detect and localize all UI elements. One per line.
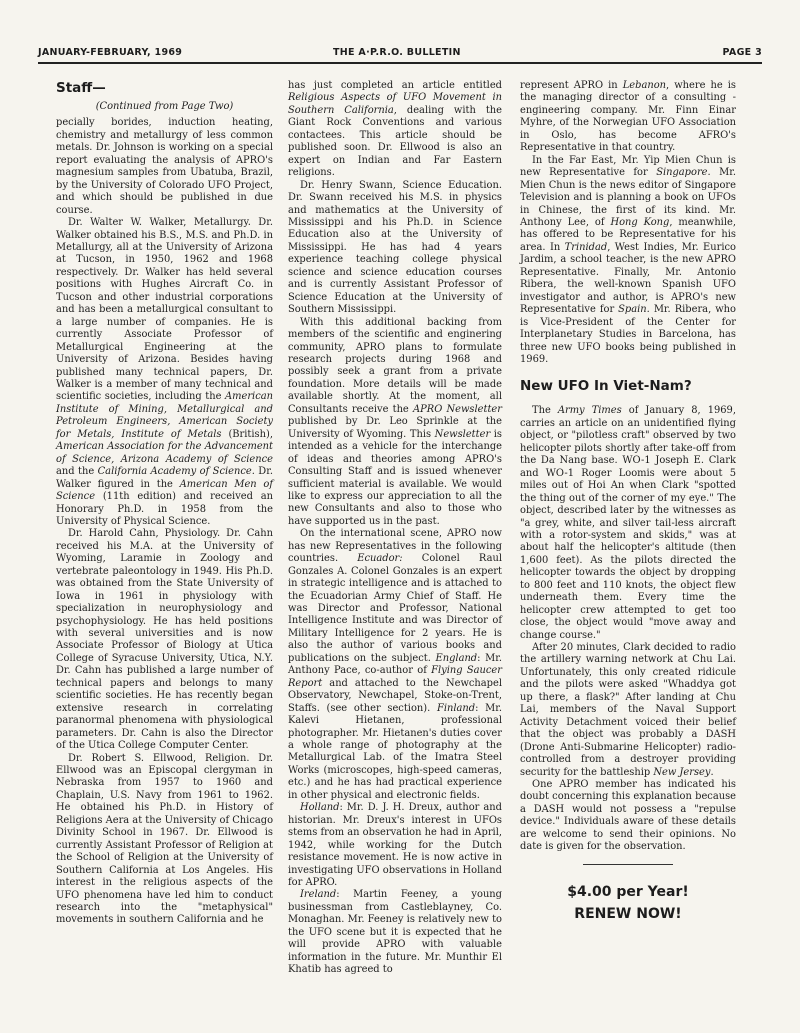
subscription-box bbox=[520, 881, 736, 925]
column-2 bbox=[288, 80, 502, 977]
paragraph: Dr. Harold Cahn, Physiology. Dr. Cahn received his M.A. at the University of Wyoming, Laramie in Zoology and vertebrate paleontology in 1949. His Ph.D. was obtained from the State University of Iowa in 1961 in physiology with specialization in neurophysiology and psychophysiology. He has held positions with several universities and is now Associate Professor of Biology at Utica College of Syracuse University, Utica, N.Y. Dr. Cahn has published a large number of technical papers and belongs to many scientific societies. He has recently began extensive research in correlating paranormal phenomena with physiological parameters. Dr. Cahn is also the Director of the Utica College Computer Center. bbox=[56, 528, 273, 752]
paragraph: Dr. Walter W. Walker, Metallurgy. Dr. Walker obtained his B.S., M.S. and Ph.D. in Metallurgy, all at the University of Arizona at Tucson, in 1950, 1962 and 1968 respectively. Dr. Walker has held several positions with Hughes Aircraft Co. in Tucson and other industrial corporations and has been a metallurgical consultant to a large number of companies. He is currently Associate Professor of Metallurgical Engineering at the University of Arizona. Besides having published many technical papers, Dr. Walker is a member of many technical and scientific societies, including the American Institute of Mining, Metallurgical and Petroleum Engineers, American Society for Metals, Institute of Metals (British), American Association for the Advancement of Science, Arizona Academy of Science and the California Academy of Science. Dr. Walker figured in the American Men of Science (11th edition) and received an Honorary Ph.D. in 1958 from the University of Physical Science. bbox=[56, 217, 273, 527]
paragraph: Dr. Henry Swann, Science Education. Dr. Swann received his M.S. in physics and mathematics at the University of Mississippi and his Ph.D. in Science Education also at the University of Mississippi. He has had 4 years experience teaching college physical science and science education courses and is currently Assistant Professor of Science Education at the University of Southern Mississippi. bbox=[288, 179, 502, 316]
paragraph: In the Far East, Mr. Yip Mien Chun is new Representative for Singapore. Mr. Mien Chun is the news editor of Singapore Television and is planning a book on UFOs in Chinese, the first of its kind. Mr. Anthony Lee, of Hong Kong, meanwhile, has offered to be Representative for his area. In Trinidad, West Indies, Mr. Eurico Jardim, a school teacher, is the new APRO Representative. Finally, Mr. Antonio Ribera, the well-known Spanish UFO investigator and author, is APRO's new Representative for Spain. Mr. Ribera, who is Vice-President of the Center for Interplanetary Studies in Barcelona, has three new UFO books being published in 1969. bbox=[520, 154, 736, 365]
paragraph: One APRO member has indicated his doubt concerning this explanation because a DASH would not possess a "repulse device." Individuals aware of these details are welcome to send their opinions. No date is given for the observation. bbox=[520, 779, 736, 853]
paragraph: Ireland: Martin Feeney, a young businessman from Castleblayney, Co. Monaghan. Mr. Feeney is relatively new to the UFO scene but it is expected that he will provide APRO with valuable information in the future. Mr. Munthir El Khatib has agreed to bbox=[288, 889, 502, 976]
renew-cta: RENEW NOW! bbox=[574, 905, 682, 922]
paragraph: has just completed an article entitled Religious Aspects of UFO Movement in Southern California, dealing with the Giant Rock Conventions and various contactees. This article should be published soon. Dr. Ellwood is also an expert on Indian and Far Eastern religions. bbox=[288, 80, 502, 179]
issue-date: JANUARY-FEBRUARY, 1969 bbox=[38, 47, 183, 58]
header-rule bbox=[38, 62, 762, 64]
page-number: PAGE 3 bbox=[722, 47, 762, 58]
paragraph: Dr. Robert S. Ellwood, Religion. Dr. Ellwood was an Episcopal clergyman in Nebraska from 1957 to 1960 and Chaplain, U.S. Navy from 1961 to 1962. He obtained his Ph.D. in History of Religions Aera at the University of Chicago Divinity School in 1967. Dr. Ellwood is currently Assistant Professor of Religion at the School of Religion at the University of Southern California at Los Angeles. His interest in the religious aspects of the UFO phenomena have led him to conduct research into the "metaphysical" movements in southern California and he bbox=[56, 752, 274, 926]
continued-note: (Continued from Page Two) bbox=[95, 101, 234, 112]
publication-title: THE A·P.R.O. BULLETIN bbox=[333, 47, 461, 58]
viet-nam-heading: New UFO In Viet-Nam? bbox=[520, 378, 692, 395]
paragraph: pecially borides, induction heating, chemistry and metallurgy of less common metals. Dr. Johnson is working on a special report evaluating the analysis of APRO's magnesium samples from Ubatuba, Brazil, by the University of Colorado UFO Project, and which should be published in due course. bbox=[56, 117, 273, 216]
staff-heading: Staff— bbox=[56, 80, 106, 96]
paragraph: The Army Times of January 8, 1969, carries an article on an unidentified flying object, or "pilotless craft" observed by two helicopter pilots shortly after take-off from the Da Nang base. WO-1 Joseph E. Clark and WO-1 Roger Loomis were about 5 miles out of Hoi An when Clark "spotted the thing out of the corner of my eye." The object, described later by the witnesses as "a grey, white, and silver tail-less aircraft with a rotor-system and skids," was at about half the helicopter's altitude (then 1,600 feet). As the pilots directed the helicopter towards the object by dropping to 800 feet and 110 knots, the object flew underneath them. Every time the helicopter crew attempted to get too close, the object would "move away and change course." bbox=[520, 405, 736, 641]
paragraph: With this additional backing from members of the scientific and enginering community, APRO plans to formulate research projects during 1968 and possibly seek a grant from a private foundation. More details will be made available shortly. At the moment, all Consultants receive the APRO Newsletter published by Dr. Leo Sprinkle at the University of Wyoming. This Newsletter is intended as a vehicle for the interchange of ideas and theories among APRO's Consulting Staff and is issued whenever sufficient material is available. We would like to express our appreciation to all the new Consultants and also to those who have supported us in the past. bbox=[288, 316, 502, 527]
column-3 bbox=[520, 80, 736, 925]
subscription-price: $4.00 per Year! bbox=[567, 883, 689, 900]
column-1 bbox=[56, 80, 273, 927]
paragraph: Holland: Mr. D. J. H. Dreux, author and historian. Mr. Dreux's interest in UFOs stems from an observation he had in April, 1942, while working for the Dutch resistance movement. He is now active in investigating UFO observations in Holland for APRO. bbox=[288, 802, 502, 888]
paragraph: represent APRO in Lebanon, where he is the managing director of a consulting - engineering company. Mr. Finn Einar Myhre, of the Norwegian UFO Association in Oslo, has become AFRO's Representative in that country. bbox=[520, 80, 736, 154]
paragraph: On the international scene, APRO now has new Representatives in the following countries. Ecuador: Colonel Raul Gonzales A. Colonel Gonzales is an expert in strategic intelligence and is attached to the Ecuadorian Army Chief of Staff. He was Director and Professor, National Intelligence Institute and was Director of Military Intelligence for 2 years. He is also the author of various books and publications on the subject. England: Mr. Anthony Pace, co-author of Flying Saucer Report and attached to the Newchapel Observatory, Newchapel, Stoke-on-Trent, Staffs. (see other section). Finland: Mr. Kalevi Hietanen, professional photographer. Mr. Hietanen's duties cover a whole range of photography at the Metallurgical Lab. of the Imatra Steel Works (microscopes, high-speed cameras, etc.) and he has had practical experience in other physical and electronic fields. bbox=[288, 528, 502, 801]
divider bbox=[583, 864, 673, 865]
paragraph: After 20 minutes, Clark decided to radio the artillery warning network at Chu Lai. Unfortunately, this only created ridicule and the pilots were asked "Whaddya got up there, a flask?" After landing at Chu Lai, members of the Naval Support Activity Detachment voiced their belief that the object was probably a DASH (Drone Anti-Submarine Helicopter) radio-controlled from a destroyer providing security for the battleship New Jersey. bbox=[520, 642, 736, 778]
